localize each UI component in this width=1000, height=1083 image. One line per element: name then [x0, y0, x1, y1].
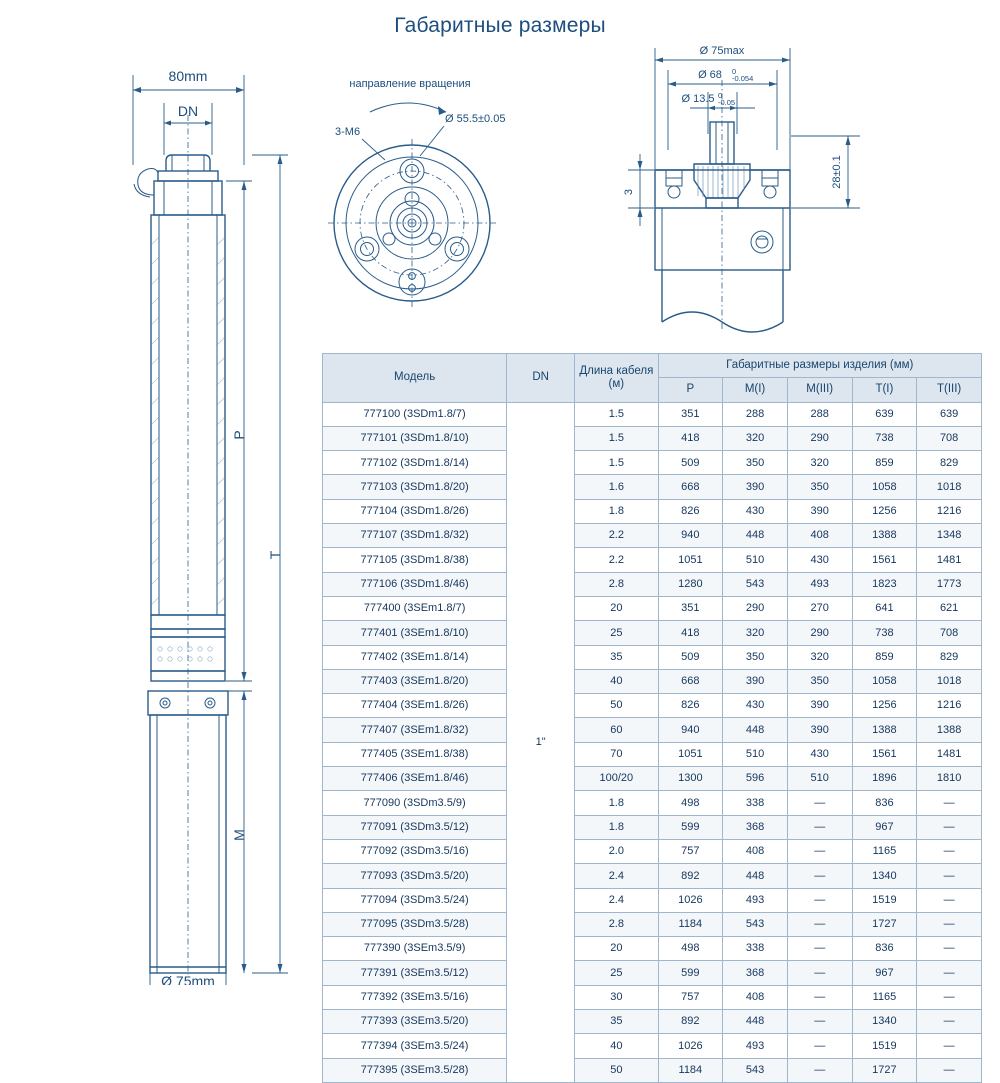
- table-row: [323, 912, 982, 936]
- cell-t3: 621: [917, 596, 982, 620]
- cell-m3: 290: [787, 426, 852, 450]
- cell-m1: 390: [723, 475, 788, 499]
- cell-model: 777095 (3SDm3.5/28): [323, 912, 507, 936]
- cell-model: 777093 (3SDm3.5/20): [323, 864, 507, 888]
- cell-model: 777090 (3SDm3.5/9): [323, 791, 507, 815]
- table-row: [323, 645, 982, 669]
- cell-m1: 448: [723, 1010, 788, 1034]
- cell-m3: —: [787, 961, 852, 985]
- cell-p: 599: [658, 961, 723, 985]
- header-t1: T(I): [852, 378, 917, 402]
- cell-t3: 708: [917, 426, 982, 450]
- cell-cable-length: 1.6: [575, 475, 658, 499]
- cell-t3: 1216: [917, 694, 982, 718]
- cell-cable-length: 2.4: [575, 888, 658, 912]
- cell-model: 777400 (3SEm1.8/7): [323, 596, 507, 620]
- cell-model: 777105 (3SDm1.8/38): [323, 548, 507, 572]
- header-m1: M(I): [723, 378, 788, 402]
- dimensions-table: [322, 353, 982, 1083]
- table-row: [323, 1010, 982, 1034]
- cell-m1: 510: [723, 548, 788, 572]
- header-t3: T(III): [917, 378, 982, 402]
- cell-cable-length: 2.4: [575, 864, 658, 888]
- cell-cable-length: 2.0: [575, 839, 658, 863]
- table-row: [323, 985, 982, 1009]
- cell-t1: 1388: [852, 718, 917, 742]
- cell-cable-length: 100/20: [575, 767, 658, 791]
- dim-13-5-tol-upper: 0: [718, 91, 723, 100]
- table-row: [323, 499, 982, 523]
- cell-t1: 836: [852, 937, 917, 961]
- cell-t3: —: [917, 791, 982, 815]
- cell-cable-length: 25: [575, 961, 658, 985]
- cell-cable-length: 35: [575, 645, 658, 669]
- cell-model: 777405 (3SEm1.8/38): [323, 742, 507, 766]
- cell-m1: 320: [723, 426, 788, 450]
- cell-t3: 829: [917, 451, 982, 475]
- cell-m1: 338: [723, 937, 788, 961]
- cell-cable-length: 2.2: [575, 524, 658, 548]
- dim-68-tol-lower: -0.054: [732, 74, 754, 83]
- cell-p: 599: [658, 815, 723, 839]
- cell-model: 777393 (3SEm3.5/20): [323, 1010, 507, 1034]
- cell-cable-length: 1.8: [575, 791, 658, 815]
- cell-t1: 1256: [852, 694, 917, 718]
- cell-p: 351: [658, 402, 723, 426]
- cell-m1: 408: [723, 839, 788, 863]
- cell-model: 777407 (3SEm1.8/32): [323, 718, 507, 742]
- cell-cable-length: 60: [575, 718, 658, 742]
- cell-t1: 738: [852, 426, 917, 450]
- table-row: [323, 669, 982, 693]
- cell-m3: —: [787, 864, 852, 888]
- cell-t1: 641: [852, 596, 917, 620]
- cell-m3: —: [787, 1034, 852, 1058]
- cell-m3: 350: [787, 475, 852, 499]
- cell-m3: —: [787, 1010, 852, 1034]
- cell-t1: 1256: [852, 499, 917, 523]
- cell-t3: —: [917, 1058, 982, 1082]
- cell-t1: 859: [852, 451, 917, 475]
- cell-cable-length: 30: [575, 985, 658, 1009]
- table-row: [323, 451, 982, 475]
- cell-model: 777092 (3SDm3.5/16): [323, 839, 507, 863]
- cell-model: 777106 (3SDm1.8/46): [323, 572, 507, 596]
- table-row: [323, 888, 982, 912]
- cell-m1: 338: [723, 791, 788, 815]
- cell-cable-length: 2.8: [575, 572, 658, 596]
- cell-model: 777395 (3SEm3.5/28): [323, 1058, 507, 1082]
- cell-cable-length: 20: [575, 596, 658, 620]
- table-row: [323, 548, 982, 572]
- cell-m3: —: [787, 791, 852, 815]
- cell-model: 777104 (3SDm1.8/26): [323, 499, 507, 523]
- cell-t3: —: [917, 839, 982, 863]
- header-p: P: [658, 378, 723, 402]
- header-cable-length: Длина кабеля (м): [575, 354, 658, 403]
- table-row: [323, 524, 982, 548]
- cell-t3: —: [917, 888, 982, 912]
- cell-m3: —: [787, 888, 852, 912]
- table-row: [323, 475, 982, 499]
- cell-t1: 1165: [852, 839, 917, 863]
- cell-cable-length: 1.8: [575, 499, 658, 523]
- cell-t1: 1561: [852, 548, 917, 572]
- cell-cable-length: 35: [575, 1010, 658, 1034]
- cell-model: 777402 (3SEm1.8/14): [323, 645, 507, 669]
- cell-t1: 1519: [852, 1034, 917, 1058]
- dim-75max-label: Ø 75max: [699, 45, 745, 57]
- table-row: [323, 572, 982, 596]
- dim-80mm-label: 80mm: [168, 68, 208, 84]
- cell-m3: —: [787, 937, 852, 961]
- cell-t1: 1165: [852, 985, 917, 1009]
- dim-13-5-label: Ø 13.5: [681, 93, 715, 105]
- cell-t3: —: [917, 912, 982, 936]
- cell-m3: 493: [787, 572, 852, 596]
- cell-t1: 1561: [852, 742, 917, 766]
- cell-cable-length: 20: [575, 937, 658, 961]
- label-3-m6: 3-M6: [335, 126, 361, 138]
- dim-68-tol-upper: 0: [732, 67, 737, 76]
- cell-m1: 350: [723, 451, 788, 475]
- cell-m1: 493: [723, 1034, 788, 1058]
- cell-m3: 288: [787, 402, 852, 426]
- cell-t3: —: [917, 1034, 982, 1058]
- cell-cable-length: 2.8: [575, 912, 658, 936]
- cell-t3: 1388: [917, 718, 982, 742]
- cell-m1: 510: [723, 742, 788, 766]
- cell-m1: 448: [723, 524, 788, 548]
- cell-t3: 708: [917, 621, 982, 645]
- cell-model: 777392 (3SEm3.5/16): [323, 985, 507, 1009]
- cell-t1: 967: [852, 815, 917, 839]
- cell-m3: —: [787, 912, 852, 936]
- cell-p: 1184: [658, 1058, 723, 1082]
- cell-t1: 1340: [852, 864, 917, 888]
- cell-t3: 1216: [917, 499, 982, 523]
- cell-t3: —: [917, 937, 982, 961]
- cell-model: 777101 (3SDm1.8/10): [323, 426, 507, 450]
- cell-m3: 320: [787, 451, 852, 475]
- cell-p: 498: [658, 937, 723, 961]
- table-body: [323, 402, 982, 1082]
- dim-28-label: 28±0.1: [831, 155, 843, 189]
- cell-t3: —: [917, 985, 982, 1009]
- cell-p: 1051: [658, 742, 723, 766]
- rotation-direction-drawing: [300, 60, 600, 360]
- cell-t1: 738: [852, 621, 917, 645]
- cell-m1: 543: [723, 572, 788, 596]
- cell-m3: —: [787, 815, 852, 839]
- cell-p: 826: [658, 499, 723, 523]
- cell-p: 1026: [658, 888, 723, 912]
- cell-m1: 390: [723, 669, 788, 693]
- cell-m1: 596: [723, 767, 788, 791]
- cell-t3: 1481: [917, 548, 982, 572]
- cell-t1: 1340: [852, 1010, 917, 1034]
- cell-m3: 430: [787, 548, 852, 572]
- cell-p: 418: [658, 426, 723, 450]
- cell-model: 777091 (3SDm3.5/12): [323, 815, 507, 839]
- cell-p: 351: [658, 596, 723, 620]
- cell-m1: 430: [723, 499, 788, 523]
- table-row: [323, 694, 982, 718]
- cell-m1: 543: [723, 912, 788, 936]
- cell-t1: 1058: [852, 669, 917, 693]
- cell-m3: 408: [787, 524, 852, 548]
- cell-p: 1280: [658, 572, 723, 596]
- header-overall-dimensions: Габаритные размеры изделия (мм): [658, 354, 982, 378]
- cell-m1: 320: [723, 621, 788, 645]
- motor-head-drawing: [610, 30, 990, 350]
- cell-m3: 430: [787, 742, 852, 766]
- cell-t1: 1058: [852, 475, 917, 499]
- cell-p: 757: [658, 839, 723, 863]
- dim-dn-label: DN: [177, 103, 199, 119]
- dim-diameter-label: Ø 75mm: [161, 973, 215, 985]
- table-row: [323, 718, 982, 742]
- table-row: [323, 815, 982, 839]
- cell-t3: —: [917, 1010, 982, 1034]
- cell-t3: 639: [917, 402, 982, 426]
- header-m3: M(III): [787, 378, 852, 402]
- table-row: [323, 596, 982, 620]
- cell-m3: 270: [787, 596, 852, 620]
- cell-m3: 290: [787, 621, 852, 645]
- dim-3-label: 3: [623, 188, 635, 196]
- dim-m-label: M: [231, 829, 247, 841]
- cell-m1: 368: [723, 961, 788, 985]
- pump-side-view-drawing: [20, 45, 320, 985]
- cell-cable-length: 25: [575, 621, 658, 645]
- cell-p: 418: [658, 621, 723, 645]
- dim-t-label: T: [267, 550, 283, 560]
- cell-model: 777403 (3SEm1.8/20): [323, 669, 507, 693]
- cell-model: 777094 (3SDm3.5/24): [323, 888, 507, 912]
- cell-p: 826: [658, 694, 723, 718]
- cell-m1: 493: [723, 888, 788, 912]
- cell-model: 777391 (3SEm3.5/12): [323, 961, 507, 985]
- cell-t1: 1388: [852, 524, 917, 548]
- cell-model: 777394 (3SEm3.5/24): [323, 1034, 507, 1058]
- cell-p: 668: [658, 475, 723, 499]
- cell-m1: 543: [723, 1058, 788, 1082]
- cell-p: 509: [658, 645, 723, 669]
- cell-cable-length: 70: [575, 742, 658, 766]
- cell-m1: 448: [723, 718, 788, 742]
- cell-t1: 836: [852, 791, 917, 815]
- cell-t1: 859: [852, 645, 917, 669]
- cell-m1: 408: [723, 985, 788, 1009]
- cell-t1: 967: [852, 961, 917, 985]
- cell-m3: 390: [787, 694, 852, 718]
- cell-t1: 639: [852, 402, 917, 426]
- cell-p: 498: [658, 791, 723, 815]
- header-model: Модель: [323, 354, 507, 403]
- cell-t1: 1896: [852, 767, 917, 791]
- cell-cable-length: 40: [575, 669, 658, 693]
- table-row: [323, 1034, 982, 1058]
- cell-p: 940: [658, 524, 723, 548]
- cell-model: 777390 (3SEm3.5/9): [323, 937, 507, 961]
- cell-p: 1300: [658, 767, 723, 791]
- cell-p: 509: [658, 451, 723, 475]
- cell-m3: 510: [787, 767, 852, 791]
- cell-t3: 1773: [917, 572, 982, 596]
- cell-p: 1026: [658, 1034, 723, 1058]
- cell-model: 777404 (3SEm1.8/26): [323, 694, 507, 718]
- table-row: [323, 742, 982, 766]
- cell-p: 940: [658, 718, 723, 742]
- cell-m1: 368: [723, 815, 788, 839]
- table-row: [323, 937, 982, 961]
- cell-m1: 448: [723, 864, 788, 888]
- cell-m3: —: [787, 1058, 852, 1082]
- header-dn: DN: [507, 354, 575, 403]
- cell-m1: 350: [723, 645, 788, 669]
- cell-cable-length: 50: [575, 694, 658, 718]
- cell-t1: 1519: [852, 888, 917, 912]
- cell-p: 892: [658, 864, 723, 888]
- cell-model: 777103 (3SDm1.8/20): [323, 475, 507, 499]
- page-title: Габаритные размеры: [394, 14, 606, 37]
- cell-m3: 390: [787, 499, 852, 523]
- dim-68-label: Ø 68: [698, 69, 722, 81]
- cell-t3: 1018: [917, 475, 982, 499]
- cell-t3: —: [917, 864, 982, 888]
- cell-model: 777107 (3SDm1.8/32): [323, 524, 507, 548]
- cell-m1: 288: [723, 402, 788, 426]
- cell-m3: 350: [787, 669, 852, 693]
- cell-cable-length: 2.2: [575, 548, 658, 572]
- cell-m1: 430: [723, 694, 788, 718]
- cell-p: 1184: [658, 912, 723, 936]
- cell-t3: 1018: [917, 669, 982, 693]
- table-header: [323, 354, 982, 403]
- cell-t1: 1727: [852, 1058, 917, 1082]
- rotation-caption: направление вращения: [349, 78, 471, 90]
- cell-m1: 290: [723, 596, 788, 620]
- cell-t3: 1481: [917, 742, 982, 766]
- cell-t3: —: [917, 961, 982, 985]
- cell-model: 777406 (3SEm1.8/46): [323, 767, 507, 791]
- cell-p: 892: [658, 1010, 723, 1034]
- cell-model: 777102 (3SDm1.8/14): [323, 451, 507, 475]
- cell-cable-length: 1.5: [575, 426, 658, 450]
- table-row: [323, 791, 982, 815]
- cell-cable-length: 1.8: [575, 815, 658, 839]
- dim-13-5-tol-lower: -0.05: [718, 98, 736, 107]
- table-row: [323, 767, 982, 791]
- table-row: [323, 961, 982, 985]
- cell-p: 757: [658, 985, 723, 1009]
- table-row: [323, 426, 982, 450]
- cell-t3: 1810: [917, 767, 982, 791]
- cell-m3: 320: [787, 645, 852, 669]
- table-row: [323, 839, 982, 863]
- table-row: [323, 1058, 982, 1082]
- cell-t1: 1823: [852, 572, 917, 596]
- table-row: [323, 621, 982, 645]
- cell-model: 777401 (3SEm1.8/10): [323, 621, 507, 645]
- label-bolt-circle: Ø 55.5±0.05: [445, 113, 506, 125]
- cell-cable-length: 1.5: [575, 451, 658, 475]
- cell-m3: 390: [787, 718, 852, 742]
- table-row: [323, 402, 982, 426]
- cell-cable-length: 40: [575, 1034, 658, 1058]
- cell-cable-length: 1.5: [575, 402, 658, 426]
- cell-model: 777100 (3SDm1.8/7): [323, 402, 507, 426]
- cell-p: 668: [658, 669, 723, 693]
- cell-p: 1051: [658, 548, 723, 572]
- table-row: [323, 864, 982, 888]
- cell-m3: —: [787, 839, 852, 863]
- cell-dn: 1": [507, 402, 575, 1082]
- cell-m3: —: [787, 985, 852, 1009]
- cell-t3: —: [917, 815, 982, 839]
- cell-t3: 1348: [917, 524, 982, 548]
- cell-cable-length: 50: [575, 1058, 658, 1082]
- cell-t3: 829: [917, 645, 982, 669]
- dim-p-label: P: [231, 430, 247, 440]
- cell-t1: 1727: [852, 912, 917, 936]
